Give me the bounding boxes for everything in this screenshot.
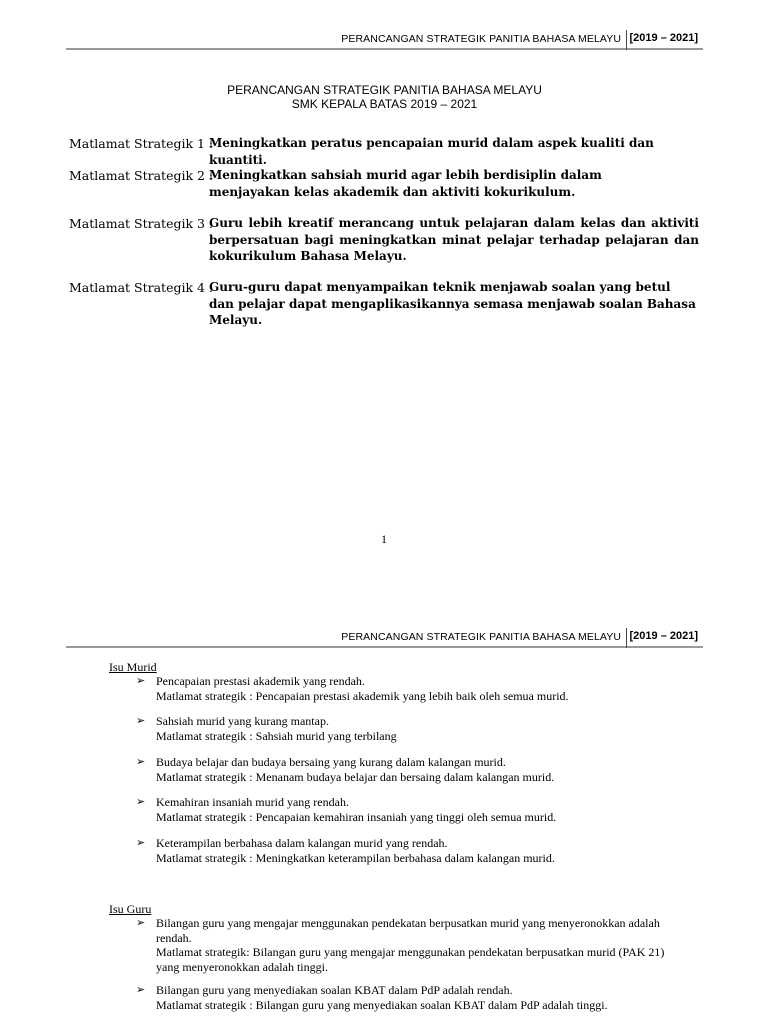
issue-text: Keterampilan berbahasa dalam kalangan murid yang rendah. <box>156 836 448 850</box>
list-item <box>136 795 706 824</box>
goal-text: Matlamat strategik : Bilangan guru yang menyediakan soalan KBAT dalam PdP adalah tinggi. <box>156 997 608 1012</box>
goal-text-line-2: yang menyeronokkan adalah tinggi. <box>156 959 328 974</box>
arrowhead-bullet-icon: ➢ <box>136 917 146 929</box>
header-title: PERANCANGAN STRATEGIK PANITIA BAHASA MELAYU <box>341 631 621 643</box>
issue-text: Budaya belajar dan budaya bersaing yang kurang dalam kalangan murid. <box>156 755 506 769</box>
arrowhead-bullet-icon: ➢ <box>136 715 146 727</box>
goal-3-text: Guru lebih kreatif merancang untuk pelajaran dalam kelas dan aktiviti berpersatuan bagi meningkatkan minat pelajar terhadap pelajaran dan kokurikulum Bahasa Melayu. <box>209 216 699 263</box>
arrowhead-bullet-icon: ➢ <box>136 675 146 687</box>
goal-2-label: Matlamat Strategik 2 : <box>69 168 214 183</box>
goal-text: Matlamat strategik : Pencapaian prestasi akademik yang lebih baik oleh semua murid. <box>156 688 569 703</box>
arrowhead-bullet-icon: ➢ <box>136 837 146 849</box>
issue-text-line-2: rendah. <box>156 930 192 945</box>
issue-text: Pencapaian prestasi akademik yang rendah. <box>156 674 365 688</box>
goal-text-line-1: Matlamat strategik: Bilangan guru yang mengajar menggunakan pendekatan berpusatkan murid (PAK 21) <box>156 945 665 959</box>
issue-text-line-1: Bilangan guru yang mengajar menggunakan pendekatan berpusatkan murid yang menyeronokkan adalah <box>156 916 660 930</box>
goal-text: Matlamat strategik : Meningkatkan keterampilan berbahasa dalam kalangan murid. <box>156 850 555 865</box>
page-number: 1 <box>381 532 387 546</box>
isu-murid-heading: Isu Murid <box>109 660 157 674</box>
arrowhead-bullet-icon: ➢ <box>136 756 146 768</box>
goal-text: Matlamat strategik : Sahsiah murid yang terbilang <box>156 728 397 743</box>
issue-text: Bilangan guru yang menyediakan soalan KBAT dalam PdP adalah rendah. <box>156 983 513 997</box>
header-divider <box>626 628 627 648</box>
list-item <box>136 755 706 784</box>
goal-1-text: Meningkatkan peratus pencapaian murid dalam aspek kualiti dan kuantiti. <box>209 136 654 167</box>
issue-text: Kemahiran insaniah murid yang rendah. <box>156 795 349 809</box>
goal-text: Matlamat strategik : Menanam budaya belajar dan bersaing dalam kalangan murid. <box>156 769 555 784</box>
document-page-2 <box>0 612 768 1024</box>
page-header <box>66 28 703 50</box>
isu-guru-heading: Isu Guru <box>109 902 152 916</box>
arrowhead-bullet-icon: ➢ <box>136 796 146 808</box>
list-item <box>136 674 706 703</box>
header-title: PERANCANGAN STRATEGIK PANITIA BAHASA MELAYU <box>341 33 621 45</box>
header-year: [2019 – 2021] <box>629 630 698 642</box>
document-title <box>66 83 703 111</box>
goal-3-label: Matlamat Strategik 3 : <box>69 216 214 231</box>
arrowhead-bullet-icon: ➢ <box>136 984 146 996</box>
document-title-line-1: PERANCANGAN STRATEGIK PANITIA BAHASA MELAYU <box>227 83 542 97</box>
goal-1-label: Matlamat Strategik 1 : <box>69 136 214 151</box>
list-item <box>136 714 706 743</box>
goal-4-label: Matlamat Strategik 4 : <box>69 280 214 295</box>
list-item <box>136 983 706 1012</box>
page-header <box>66 626 703 648</box>
issue-text: Sahsiah murid yang kurang mantap. <box>156 714 329 728</box>
header-year: [2019 – 2021] <box>629 32 698 44</box>
list-item <box>136 836 706 865</box>
goal-4-text: Guru-guru dapat menyampaikan teknik menjawab soalan yang betul dan pelajar dapat mengaplikasikannya semasa menjawab soalan Bahasa Melayu. <box>209 280 696 327</box>
list-item <box>136 916 706 974</box>
header-divider <box>626 30 627 50</box>
goal-text: Matlamat strategik : Pencapaian kemahiran insaniah yang tinggi oleh semua murid. <box>156 809 557 824</box>
goal-2-text: Meningkatkan sahsiah murid agar lebih berdisiplin dalam menjayakan kelas akademik dan aktiviti kokurikulum. <box>209 168 602 199</box>
document-title-line-2: SMK KEPALA BATAS 2019 – 2021 <box>291 97 478 111</box>
